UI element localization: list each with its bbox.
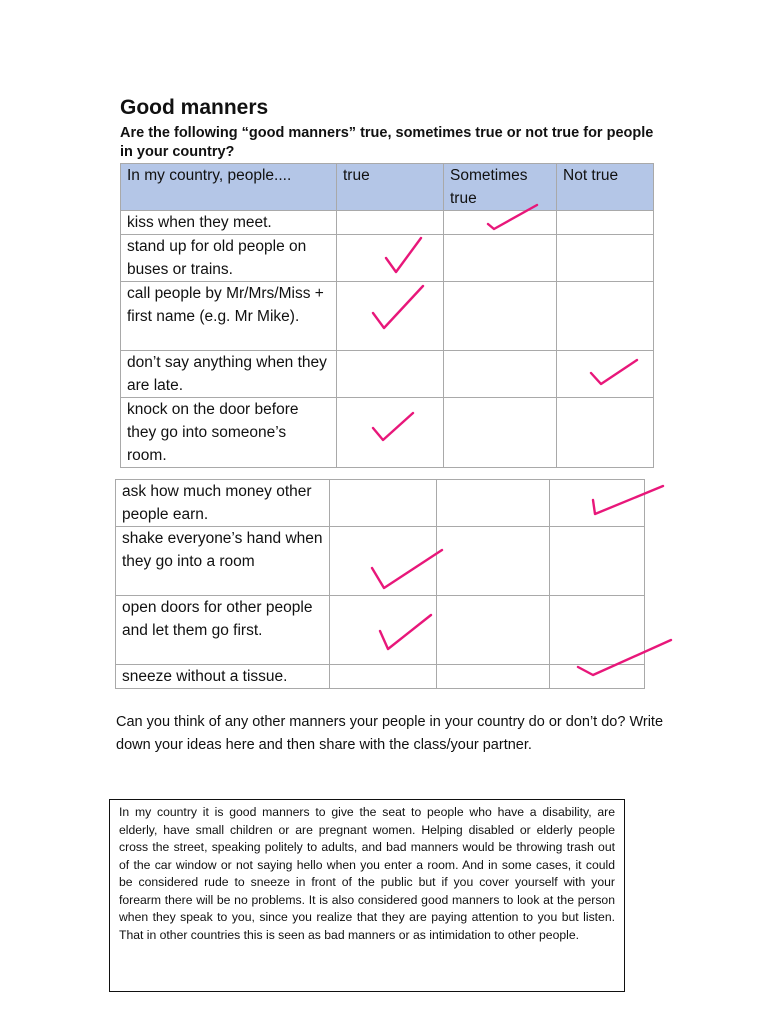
cell-true[interactable] <box>330 665 437 689</box>
follow-up-prompt: Can you think of any other manners your people in your country do or don’t do? Write down your ideas here and then share with the class/your partner. <box>116 714 664 753</box>
table-row <box>116 480 645 527</box>
table-row <box>116 527 645 596</box>
column-header-true: true <box>337 164 444 211</box>
cell-true[interactable] <box>330 527 437 596</box>
cell-sometimes-true[interactable] <box>444 398 557 468</box>
column-header-people: In my country, people.... <box>121 164 337 211</box>
cell-true[interactable] <box>337 351 444 398</box>
manners-table-bottom <box>115 479 645 689</box>
cell-not-true[interactable] <box>550 596 645 665</box>
row-statement: knock on the door before they go into someone’s room. <box>121 398 337 468</box>
cell-sometimes-true[interactable] <box>437 527 550 596</box>
cell-sometimes-true[interactable] <box>437 596 550 665</box>
cell-sometimes-true[interactable] <box>437 480 550 527</box>
row-statement: open doors for other people and let them go first. <box>116 596 330 665</box>
cell-sometimes-true[interactable] <box>437 665 550 689</box>
cell-true[interactable] <box>337 211 444 235</box>
table-row <box>121 235 654 282</box>
cell-true[interactable] <box>337 235 444 282</box>
table-row <box>116 596 645 665</box>
cell-not-true[interactable] <box>557 398 654 468</box>
cell-true[interactable] <box>330 596 437 665</box>
answer-text: In my country it is good manners to give the seat to people who have a disability, are elderly, have small children or are pregnant women. Helping disabled or elderly people cross the street, speaking politely to adults, and bad manners would be throwing trash out of the car window or not saying hello when you enter a room. And in some cases, it could be considered rude to sneeze in front of the public but if you cover yourself with your forearm there will be no problems. It is also considered good manners to look at the person when they speak to you, since you realize that they are paying attention to you but listen. That in other countries this is seen as bad manners or as intimidation to other people. <box>119 805 615 942</box>
cell-sometimes-true[interactable] <box>444 211 557 235</box>
cell-not-true[interactable] <box>550 527 645 596</box>
cell-true[interactable] <box>337 398 444 468</box>
cell-not-true[interactable] <box>557 282 654 351</box>
row-statement: sneeze without a tissue. <box>116 665 330 689</box>
row-statement: ask how much money other people earn. <box>116 480 330 527</box>
table-row <box>121 282 654 351</box>
row-statement: stand up for old people on buses or trains. <box>121 235 337 282</box>
table-row <box>121 398 654 468</box>
cell-not-true[interactable] <box>557 235 654 282</box>
row-statement: kiss when they meet. <box>121 211 337 235</box>
table-row <box>121 351 654 398</box>
cell-sometimes-true[interactable] <box>444 235 557 282</box>
table-row <box>121 211 654 235</box>
worksheet-question: Are the following “good manners” true, sometimes true or not true for people in your country? <box>120 125 654 160</box>
row-statement: shake everyone’s hand when they go into a room <box>116 527 330 596</box>
cell-not-true[interactable] <box>557 351 654 398</box>
table-row <box>116 665 645 689</box>
column-header-not-true: Not true <box>557 164 654 211</box>
row-statement: call people by Mr/Mrs/Miss + first name (e.g. Mr Mike). <box>121 282 337 351</box>
cell-not-true[interactable] <box>550 665 645 689</box>
answer-box[interactable] <box>109 799 625 992</box>
column-header-sometimes-true: Sometimes true <box>444 164 557 211</box>
worksheet-title: Good manners <box>120 96 269 119</box>
cell-not-true[interactable] <box>557 211 654 235</box>
cell-true[interactable] <box>337 282 444 351</box>
cell-sometimes-true[interactable] <box>444 282 557 351</box>
cell-not-true[interactable] <box>550 480 645 527</box>
row-statement: don’t say anything when they are late. <box>121 351 337 398</box>
manners-table-top <box>120 163 654 468</box>
cell-sometimes-true[interactable] <box>444 351 557 398</box>
cell-true[interactable] <box>330 480 437 527</box>
